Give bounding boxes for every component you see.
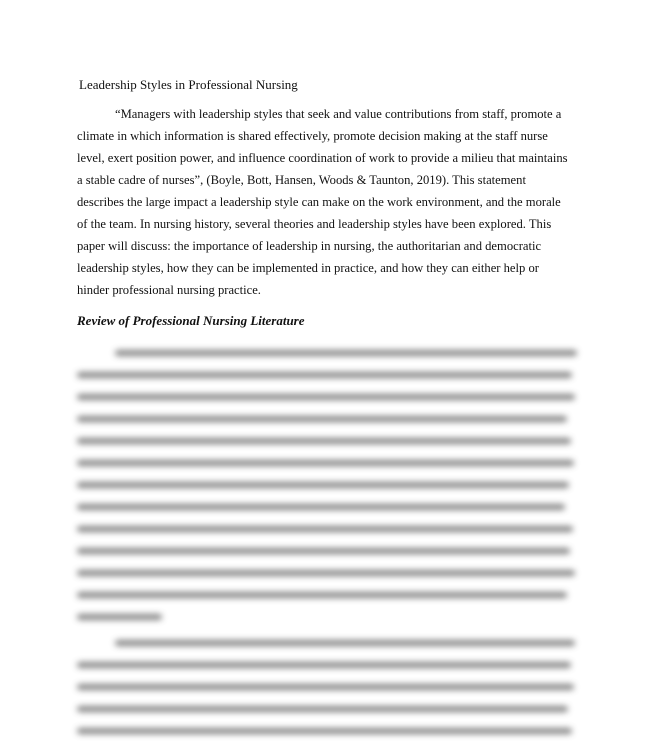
blurred-line [77,632,577,654]
blurred-line [77,562,577,584]
blurred-line [77,408,577,430]
blurred-line [77,654,577,676]
blurred-paragraph [77,632,577,742]
blurred-line [77,584,577,606]
blurred-line [77,698,577,720]
paragraph-line: level, exert position power, and influence coordination of work to provide a milieu that maintains [77,151,568,165]
blurred-line [77,518,577,540]
blurred-line [77,342,577,364]
paragraph-line: of the team. In nursing history, several theories and leadership styles have been explored. This [77,217,552,231]
paragraph-line: a stable cadre of nurses”, (Boyle, Bott, Hansen, Woods & Taunton, 2019). This statement [77,173,526,187]
paragraph-line: leadership styles, how they can be implemented in practice, and how they can either help or [77,261,539,275]
blurred-line [77,430,577,452]
blurred-line [77,474,577,496]
intro-paragraph [77,103,577,301]
paragraph-line: “Managers with leadership styles that seek and value contributions from staff, promote a [115,107,562,121]
paragraph-line: climate in which information is shared effectively, promote decision making at the staff nurse [77,129,548,143]
section-heading: Review of Professional Nursing Literature [77,313,305,328]
blurred-paragraph [77,342,577,628]
blurred-line [77,496,577,518]
blurred-line [77,676,577,698]
blurred-line [77,386,577,408]
blurred-line [77,452,577,474]
paragraph-line: describes the large impact a leadership style can make on the work environment, and the morale [77,195,561,209]
blurred-line [77,606,577,628]
blurred-line [77,364,577,386]
paragraph-line: hinder professional nursing practice. [77,283,261,297]
document-title: Leadership Styles in Professional Nursing [79,77,298,92]
paragraph-line: paper will discuss: the importance of leadership in nursing, the authoritarian and democratic [77,239,542,253]
blurred-line [77,540,577,562]
blurred-line [77,720,577,742]
